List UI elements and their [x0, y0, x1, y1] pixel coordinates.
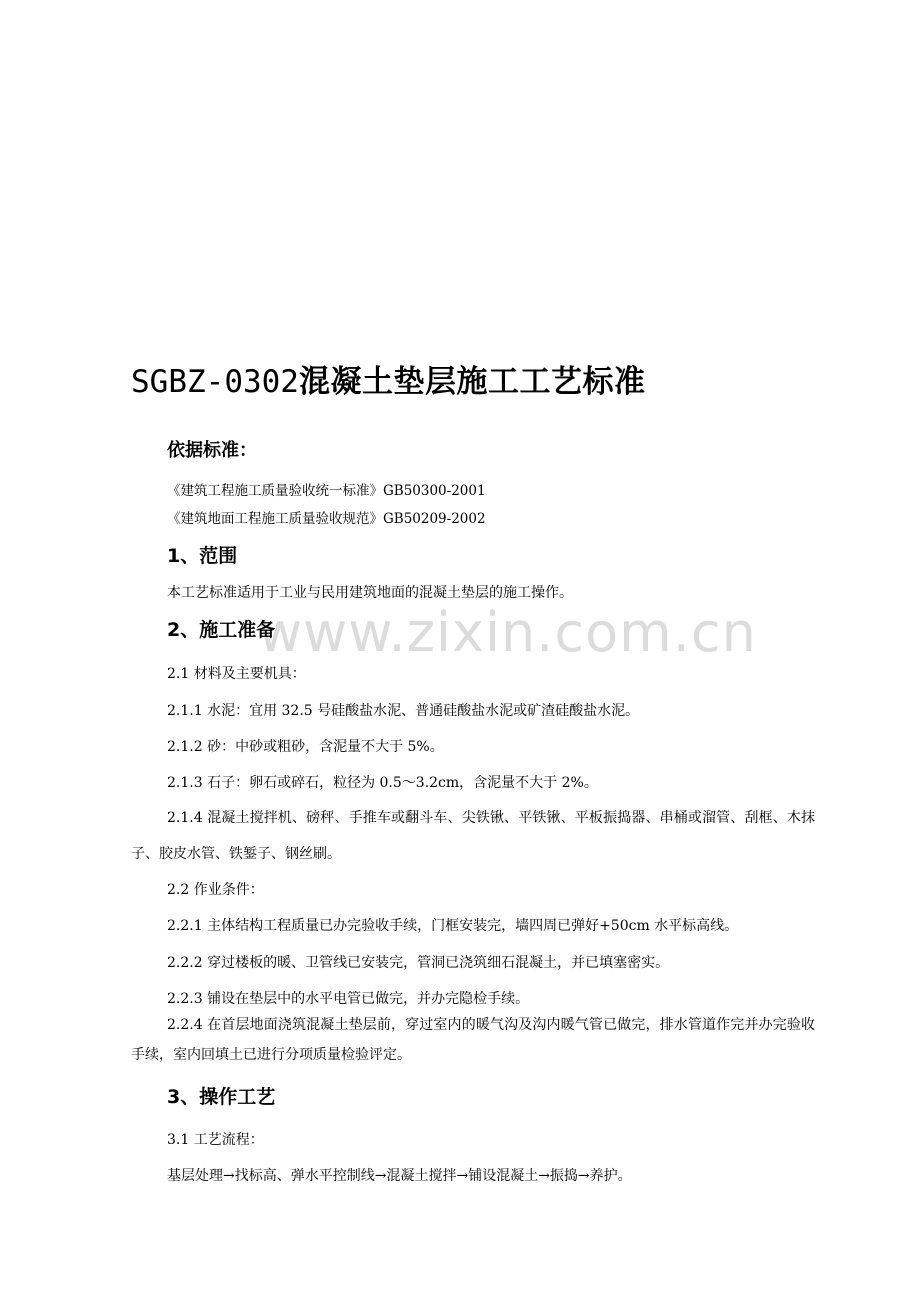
para-2-2: 2.2 作业条件： [167, 882, 264, 898]
para-2-1-1: 2.1.1 水泥：宜用 32.5 号硅酸盐水泥、普通硅酸盐水泥或矿渣硅酸盐水泥。 [167, 703, 640, 719]
para-2-2-4: 2.2.4 在首层地面浇筑混凝土垫层前，穿过室内的暖气沟及沟内暖气管已做完，排水管道作完并办完验收手续，室内回填土已进行分项质量检验评定。 [131, 1017, 815, 1063]
section-1-heading: 1、范围 [167, 545, 238, 567]
watermark: www.zixin.com.cn [258, 601, 757, 664]
basis-standard-1: 《建筑工程施工质量验收统一标准》GB50300-2001 [167, 483, 486, 499]
section-2-heading: 2、施工准备 [167, 619, 276, 641]
para-2-1-4: 2.1.4 混凝土搅拌机、磅秤、手推车或翻斗车、尖铁锹、平铁锹、平板振捣器、串桶或溜管、刮框、木抹子、胶皮水管、铁錾子、钢丝刷。 [131, 810, 815, 862]
section-3-heading: 3、操作工艺 [167, 1086, 276, 1108]
para-2-2-3: 2.2.3 铺设在垫层中的水平电管已做完，并办完隐检手续。 [167, 991, 530, 1007]
document-title [131, 356, 645, 401]
para-2-2-2: 2.2.2 穿过楼板的暖、卫管线已安装完，管洞已浇筑细石混凝土，并已填塞密实。 [167, 955, 670, 971]
title-code: SGBZ-0302 [131, 364, 299, 400]
para-2-2-1: 2.2.1 主体结构工程质量已办完验收手续，门框安装完，墙四周已弹好+50cm 水平标高线。 [167, 918, 739, 934]
para-2-1: 2.1 材料及主要机具： [167, 666, 306, 682]
process-flow: 基层处理→找标高、弹水平控制线→混凝土搅拌→铺设混凝土→振捣→养护。 [167, 1168, 632, 1184]
para-2-1-2: 2.1.2 砂：中砂或粗砂，含泥量不大于 5%。 [167, 739, 444, 755]
section-1-text: 本工艺标准适用于工业与民用建筑地面的混凝土垫层的施工操作。 [167, 585, 573, 601]
para-2-1-3: 2.1.3 石子：卵石或碎石，粒径为 0.5～3.2cm，含泥量不大于 2%。 [167, 775, 598, 791]
basis-standard-2: 《建筑地面工程施工质量验收规范》GB50209-2002 [167, 511, 486, 527]
para-3-1: 3.1 工艺流程： [167, 1132, 264, 1148]
title-text: 混凝土垫层施工工艺标准 [298, 364, 646, 400]
basis-heading: 依据标准： [167, 440, 257, 461]
